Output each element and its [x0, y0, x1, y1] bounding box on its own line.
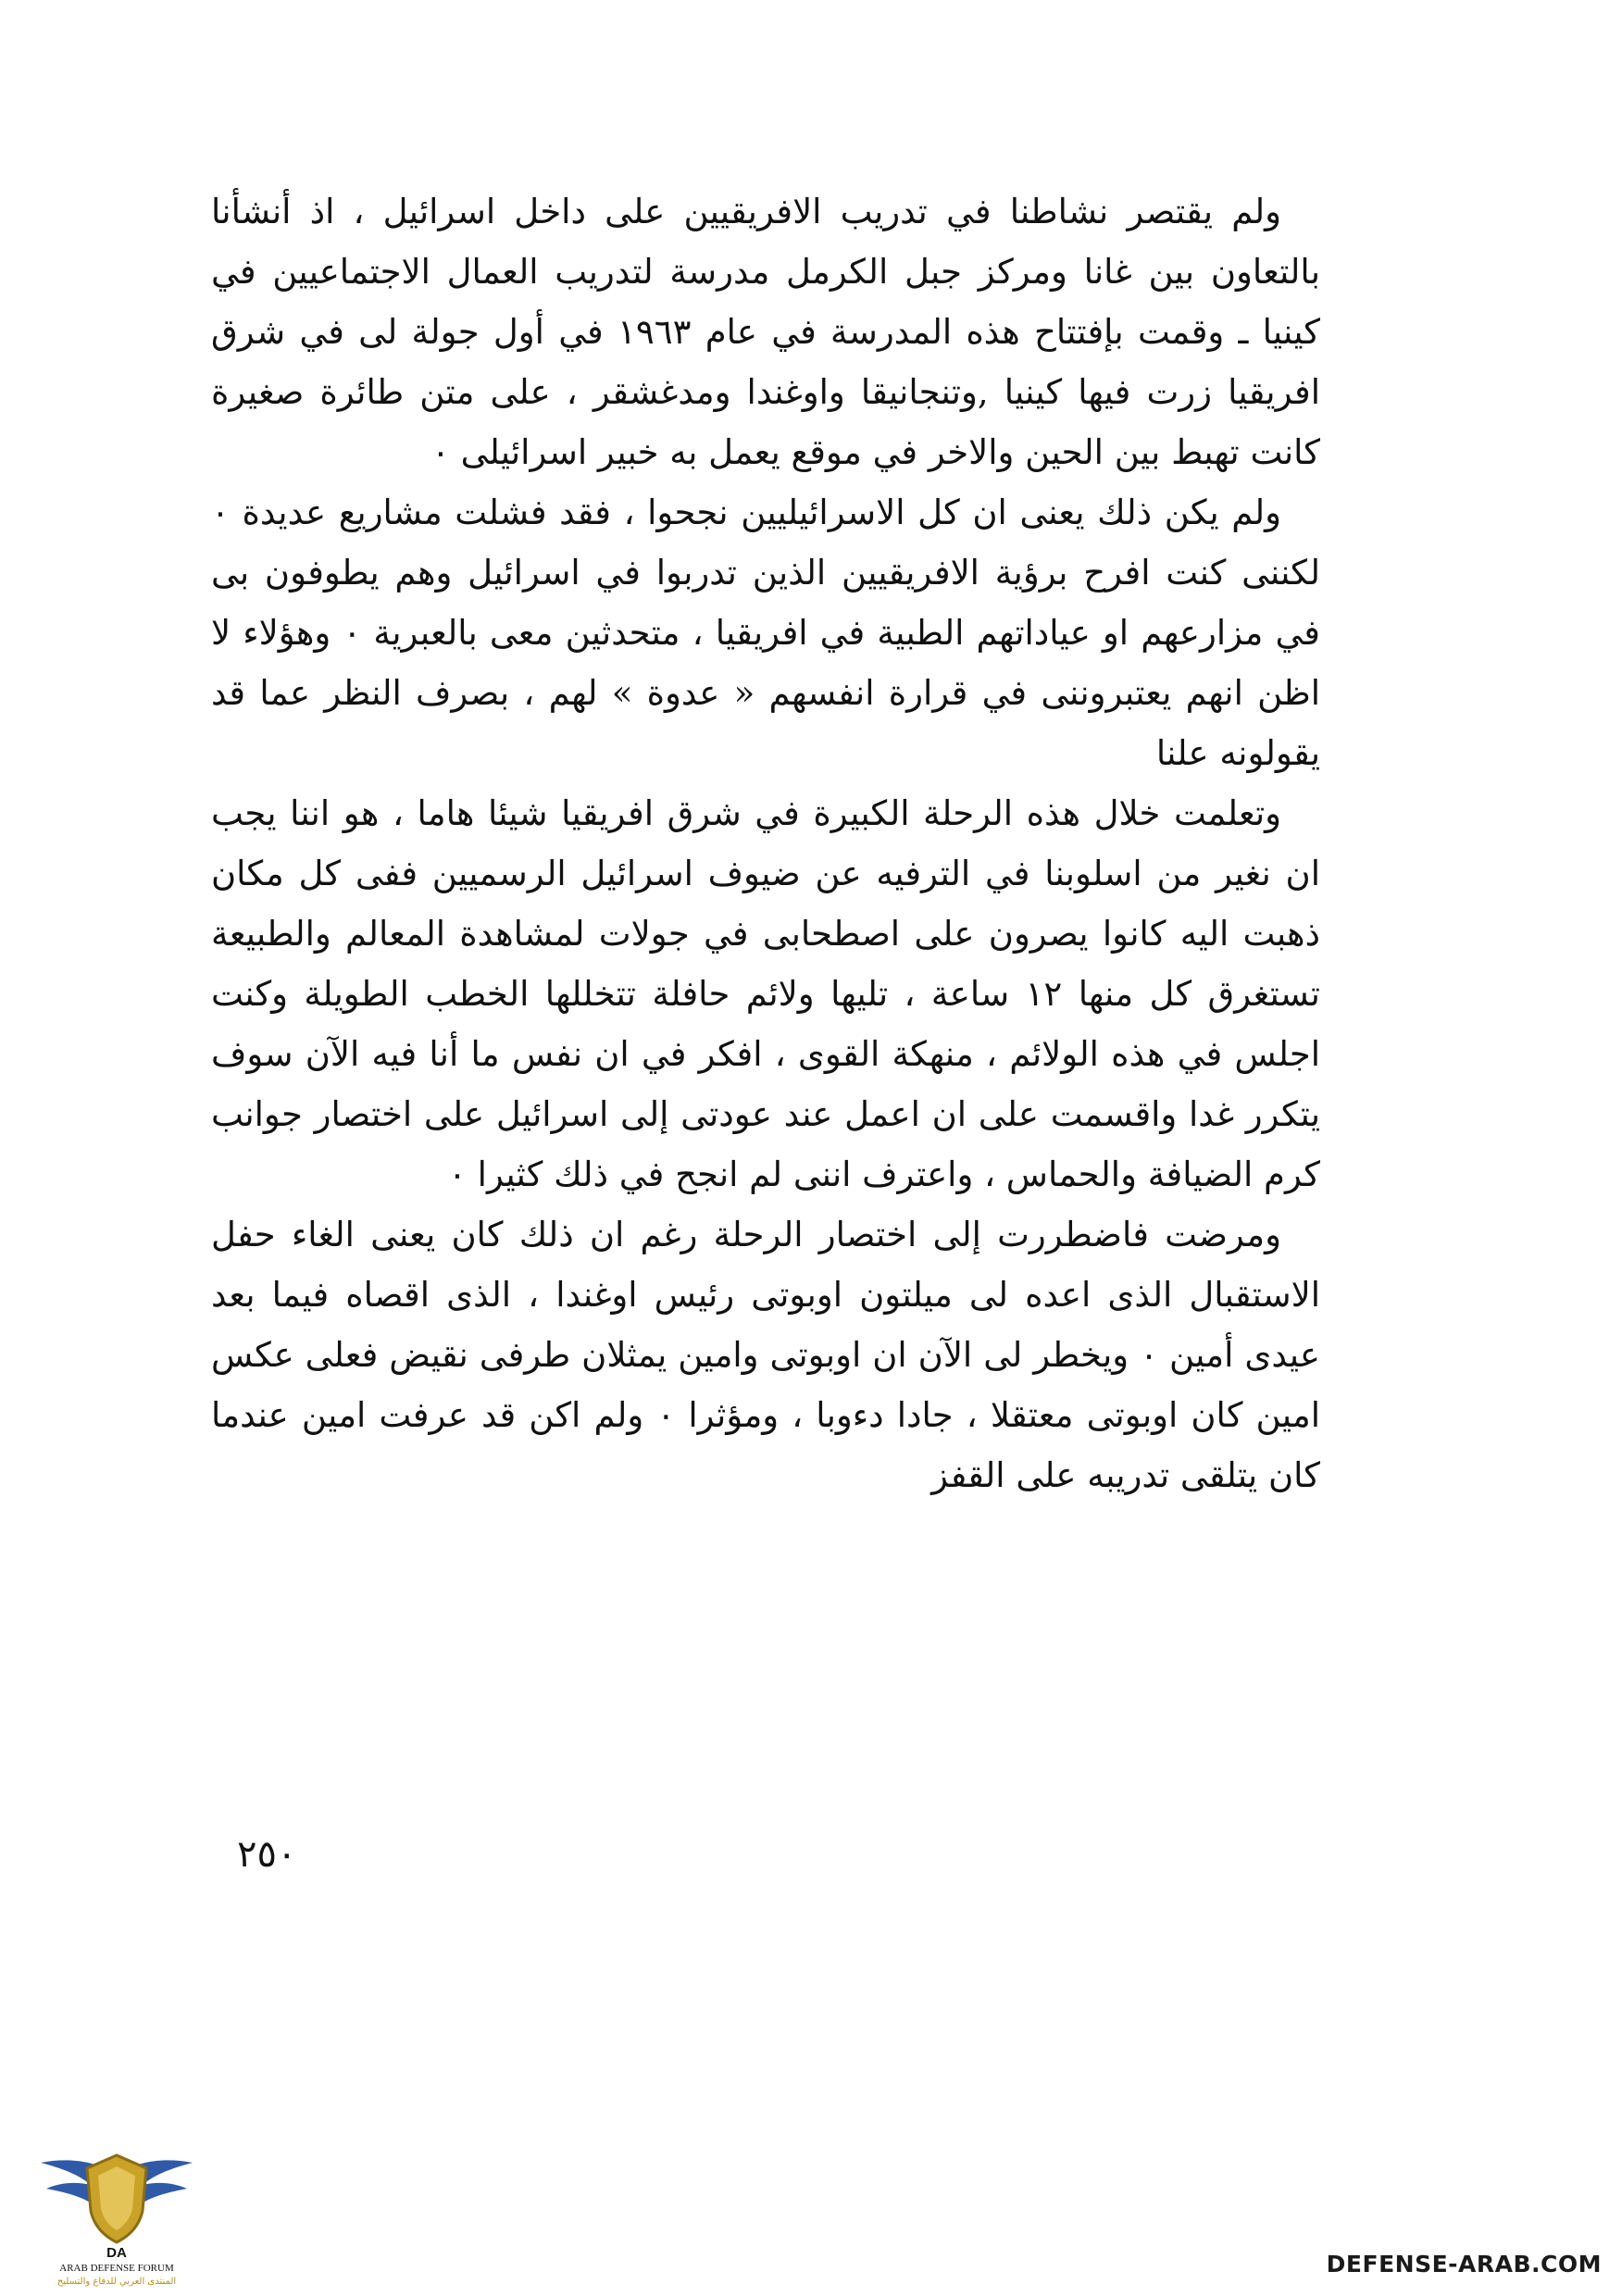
paragraph-israeli-success: ولم يكن ذلك يعنى ان كل الاسرائيليين نجحوا ، فقد فشلت مشاريع عديدة ٠ لكننى كنت افرح برؤية الافريقيين الذين تدربوا في اسرائيل وهم يطوفون بى في مزارعهم او عياداتهم الطبية في افريقيا ، متحدثين معى بالعبرية ٠ وهؤلاء لا اظن انهم يعتبروننى في قرارة انفسهم « عدوة » لهم ، بصرف النظر عما قد يقولونه علنا: [211, 493, 1320, 773]
paragraph-training-in-africa: ولم يقتصر نشاطنا في تدريب الافريقيين على داخل اسرائيل ، اذ أنشأنا بالتعاون بين غانا ومركز جبل الكرمل مدرسة لتدريب العمال الاجتماعيين في كينيا ـ وقمت بإفتتاح هذه المدرسة في عام ١٩٦٣ في أول جولة لى في شرق افريقيا زرت فيها كينيا ,وتنجانيقا واوغندا ومدغشقر ، على متن طائرة صغيرة كانت تهبط بين الحين والاخر في موقع يعمل به خبير اسرائيلى ٠: [211, 192, 1320, 472]
arab-defense-forum-logo-icon: [33, 2120, 200, 2287]
svg-text:ARAB DEFENSE FORUM: ARAB DEFENSE FORUM: [59, 2263, 174, 2274]
svg-text:المنتدى العربي للدفاع والتسليح: المنتدى العربي للدفاع والتسليح: [56, 2277, 177, 2287]
paragraph-east-africa-trip: وتعلمت خلال هذه الرحلة الكبيرة في شرق افريقيا شيئا هاما ، هو اننا يجب ان نغير من اسلوبنا في الترفيه عن ضيوف اسرائيل الرسميين ففى كل مكان ذهبت اليه كانوا يصرون على اصطحابى في جولات لمشاهدة المعالم والطبيعة تستغرق كل منها ١٢ ساعة ، تليها ولائم حافلة تتخللها الخطب الطويلة وكنت اجلس في هذه الولائم ، منهكة القوى ، افكر في ان نفس ما أنا فيه الآن سوف يتكرر غدا واقسمت على ان اعمل عند عودتى إلى اسرائيل على اختصار جوانب كرم الضيافة والحماس ، واعترف اننى لم انجح في ذلك كثيرا ٠: [211, 793, 1320, 1194]
book-page-body: [211, 181, 1320, 1505]
svg-text:DA: DA: [106, 2245, 127, 2261]
watermark-site-url: DEFENSE-ARAB.COM: [1326, 2251, 1602, 2277]
paragraph-obote-amin: ومرضت فاضطررت إلى اختصار الرحلة رغم ان ذلك كان يعنى الغاء حفل الاستقبال الذى اعده لى ميلتون اوبوتى رئيس اوغندا ، الذى اقصاه فيما بعد عيدى أمين ٠ ويخطر لى الآن ان اوبوتى وامين يمثلان طرفى نقيض فعلى عكس امين كان اوبوتى معتقلا ، جادا دءوبا ، ومؤثرا ٠ ولم اكن قد عرفت امين عندما كان يتلقى تدريبه على القفز: [211, 1215, 1320, 1495]
page-number: ٢٥٠: [237, 1833, 297, 1876]
